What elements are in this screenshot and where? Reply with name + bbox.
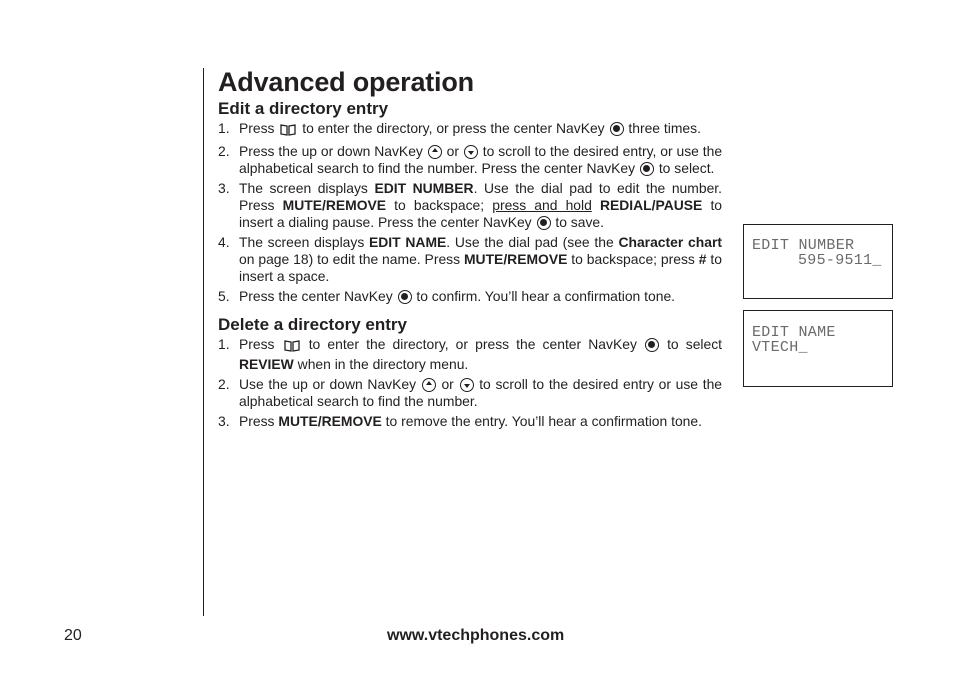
- edit-steps-list: [218, 120, 722, 305]
- navkey-down-icon: [464, 145, 478, 159]
- navkey-center-icon: [640, 162, 654, 176]
- lcd-line: EDIT NAME: [752, 324, 836, 341]
- book-icon: [280, 123, 296, 140]
- list-item: 1. Press to enter the directory, or press the center NavKey three times.: [218, 120, 722, 140]
- list-item: 1. Press to enter the directory, or press the center NavKey to select REVIEW when in the directory menu.: [218, 336, 723, 372]
- lcd-line: 595-9511_: [798, 252, 882, 269]
- list-item: 4. The screen displays EDIT NAME. Use the dial pad (see the Character chart on page 18) to edit the name. Press MUTE/REMOVE to backspace; press # to insert a space.: [218, 234, 722, 284]
- lcd-line: VTECH_: [752, 339, 808, 356]
- list-item: 2. Press the up or down NavKey or to scroll to the desired entry, or use the alphabetical search to find the number. Press the center NavKey to select.: [218, 143, 723, 176]
- navkey-center-icon: [398, 290, 412, 304]
- navkey-down-icon: [460, 378, 474, 392]
- navkey-up-icon: [422, 378, 436, 392]
- list-item: 5. Press the center NavKey to confirm. You’ll hear a confirmation tone.: [218, 288, 676, 304]
- book-icon: [284, 339, 300, 356]
- delete-steps-list: [218, 336, 722, 430]
- lcd-line: EDIT NUMBER: [752, 237, 855, 254]
- lcd-screen-edit-number: [743, 224, 893, 299]
- edit-section-heading: Edit a directory entry: [218, 99, 389, 118]
- list-item: 3. Press MUTE/REMOVE to remove the entry. You’ll hear a confirmation tone.: [218, 413, 702, 429]
- list-item: 2. Use the up or down NavKey or to scroll to the desired entry or use the alphabetical search to find the number.: [218, 376, 723, 409]
- navkey-up-icon: [428, 145, 442, 159]
- lcd-screen-edit-name: [743, 310, 893, 387]
- list-item: 3. The screen displays EDIT NUMBER. Use the dial pad to edit the number. Press MUTE/REMOVE to backspace; press and hold REDIAL/PAUSE to insert a dialing pause. Press the center NavKey to save.: [218, 180, 723, 230]
- main-content: [218, 66, 722, 430]
- navkey-center-icon: [610, 122, 624, 136]
- navkey-center-icon: [537, 216, 551, 230]
- navkey-center-icon: [645, 338, 659, 352]
- delete-section-heading: Delete a directory entry: [218, 315, 407, 334]
- page-number: 20: [64, 627, 82, 644]
- page-title: Advanced operation: [218, 67, 474, 97]
- footer-url: www.vtechphones.com: [387, 627, 565, 644]
- vertical-divider: [203, 68, 204, 616]
